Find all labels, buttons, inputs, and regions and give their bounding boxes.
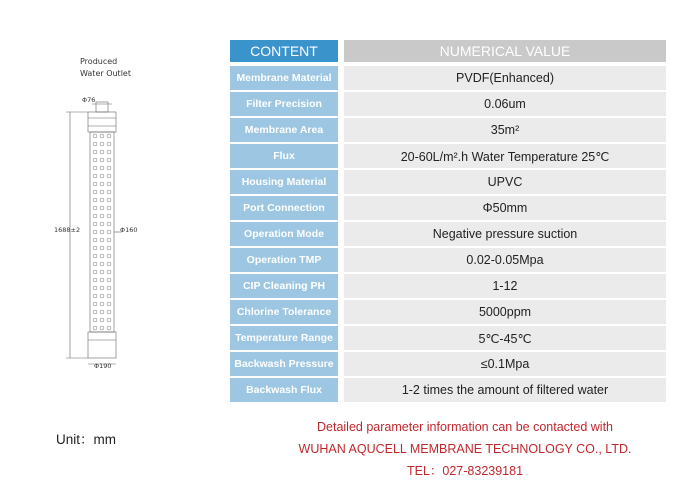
row-value: 0.06um bbox=[344, 92, 666, 116]
row-value: 1-2 times the amount of filtered water bbox=[344, 378, 666, 402]
perforation-hole bbox=[100, 230, 104, 234]
row-label: Temperature Range bbox=[230, 326, 338, 350]
table-row bbox=[230, 222, 666, 246]
perforation-hole bbox=[93, 190, 97, 194]
row-label: CIP Cleaning PH bbox=[230, 274, 338, 298]
header-content: CONTENT bbox=[230, 40, 338, 62]
table-row bbox=[230, 352, 666, 376]
perforation-hole bbox=[107, 174, 111, 178]
perforation-hole bbox=[107, 310, 111, 314]
perforation-hole bbox=[100, 254, 104, 258]
perforation-hole bbox=[107, 158, 111, 162]
perforation-hole bbox=[100, 222, 104, 226]
perforation-hole bbox=[107, 206, 111, 210]
row-label: Chlorine Tolerance bbox=[230, 300, 338, 324]
bottom-diameter-label: Φ190 bbox=[94, 362, 112, 370]
table-row bbox=[230, 326, 666, 350]
perforation-hole bbox=[107, 214, 111, 218]
perforation-hole bbox=[107, 278, 111, 282]
perforation-hole bbox=[100, 174, 104, 178]
table-row bbox=[230, 170, 666, 194]
table-header bbox=[230, 40, 666, 62]
perforation-hole bbox=[107, 302, 111, 306]
perforation-hole bbox=[107, 270, 111, 274]
perforation-hole bbox=[100, 246, 104, 250]
table-row bbox=[230, 144, 666, 168]
table-row bbox=[230, 274, 666, 298]
perforation-hole bbox=[93, 270, 97, 274]
table-row bbox=[230, 300, 666, 324]
row-label: Backwash Flux bbox=[230, 378, 338, 402]
perforation-hole bbox=[107, 246, 111, 250]
membrane-module-drawing bbox=[50, 52, 170, 372]
perforation-hole bbox=[93, 230, 97, 234]
perforation-hole bbox=[93, 278, 97, 282]
row-label: Membrane Material bbox=[230, 66, 338, 90]
row-value: 5℃-45℃ bbox=[344, 326, 666, 350]
table-row bbox=[230, 196, 666, 220]
row-value: Negative pressure suction bbox=[344, 222, 666, 246]
perforation-hole bbox=[107, 190, 111, 194]
perforation-hole bbox=[100, 326, 104, 330]
perforation-hole bbox=[100, 142, 104, 146]
perforation-hole bbox=[93, 198, 97, 202]
row-label: Flux bbox=[230, 144, 338, 168]
row-value: 20-60L/m².h Water Temperature 25℃ bbox=[344, 144, 666, 168]
perforation-hole bbox=[93, 150, 97, 154]
perforation-hole bbox=[100, 278, 104, 282]
table-row bbox=[230, 92, 666, 116]
perforation-hole bbox=[100, 286, 104, 290]
perforation-hole bbox=[100, 206, 104, 210]
perforation-hole bbox=[100, 318, 104, 322]
row-label: Filter Precision bbox=[230, 92, 338, 116]
perforation-hole bbox=[93, 142, 97, 146]
perforation-hole bbox=[107, 166, 111, 170]
row-value: UPVC bbox=[344, 170, 666, 194]
perforation-hole bbox=[93, 134, 97, 138]
perforation-hole bbox=[93, 158, 97, 162]
perforation-hole bbox=[93, 254, 97, 258]
unit-label: Unit：mm bbox=[56, 432, 116, 447]
header-numerical-value: NUMERICAL VALUE bbox=[344, 40, 666, 62]
row-value: 35m² bbox=[344, 118, 666, 142]
row-label: Port Connection bbox=[230, 196, 338, 220]
outlet-caption-line1: Produced bbox=[80, 57, 118, 66]
perforation-hole bbox=[100, 198, 104, 202]
row-label: Housing Material bbox=[230, 170, 338, 194]
perforation-hole bbox=[107, 182, 111, 186]
perforation-hole bbox=[107, 198, 111, 202]
contact-line1: Detailed parameter information can be contacted with bbox=[317, 420, 613, 434]
perforation-hole bbox=[107, 318, 111, 322]
perforation-hole bbox=[93, 318, 97, 322]
perforation-hole bbox=[100, 182, 104, 186]
perforation-hole bbox=[100, 190, 104, 194]
perforation-hole bbox=[100, 294, 104, 298]
perforation-hole bbox=[100, 134, 104, 138]
row-value: PVDF(Enhanced) bbox=[344, 66, 666, 90]
table-row bbox=[230, 118, 666, 142]
outlet-caption-line2: Water Outlet bbox=[80, 69, 131, 78]
row-label: Membrane Area bbox=[230, 118, 338, 142]
perforation-hole bbox=[93, 182, 97, 186]
perforation-hole bbox=[107, 254, 111, 258]
perforation-hole bbox=[93, 302, 97, 306]
perforation-hole bbox=[100, 214, 104, 218]
contact-block bbox=[250, 416, 680, 482]
perforation-hole bbox=[100, 150, 104, 154]
table-row bbox=[230, 378, 666, 402]
row-value: Φ50mm bbox=[344, 196, 666, 220]
row-value: 0.02-0.05Mpa bbox=[344, 248, 666, 272]
perforation-hole bbox=[107, 326, 111, 330]
contact-tel: TEL：027-83239181 bbox=[406, 464, 524, 478]
spec-table bbox=[230, 40, 666, 404]
perforation-hole bbox=[107, 222, 111, 226]
perforation-hole bbox=[93, 294, 97, 298]
perforation-hole bbox=[100, 166, 104, 170]
perforation-hole bbox=[107, 230, 111, 234]
length-label: 1688±2 bbox=[54, 226, 81, 234]
row-value: ≤0.1Mpa bbox=[344, 352, 666, 376]
perforation-hole bbox=[100, 270, 104, 274]
row-value: 1-12 bbox=[344, 274, 666, 298]
contact-company: WUHAN AQUCELL MEMBRANE TECHNOLOGY CO., LTD. bbox=[298, 442, 632, 456]
perforation-hole bbox=[93, 326, 97, 330]
table-row bbox=[230, 66, 666, 90]
perforation-hole bbox=[93, 174, 97, 178]
row-label: Operation TMP bbox=[230, 248, 338, 272]
row-value: 5000ppm bbox=[344, 300, 666, 324]
perforation-hole bbox=[107, 150, 111, 154]
perforation-hole bbox=[100, 302, 104, 306]
perforation-hole bbox=[100, 310, 104, 314]
body-diameter-label: Φ160 bbox=[120, 226, 138, 234]
perforation-hole bbox=[93, 166, 97, 170]
perforation-hole bbox=[93, 246, 97, 250]
top-diameter-label: Φ76 bbox=[82, 96, 96, 104]
perforation-hole bbox=[93, 206, 97, 210]
perforation-hole bbox=[93, 286, 97, 290]
perforation-hole bbox=[100, 262, 104, 266]
module-schematic bbox=[50, 52, 170, 372]
perforation-hole bbox=[107, 294, 111, 298]
perforation-hole bbox=[93, 214, 97, 218]
row-label: Backwash Pressure bbox=[230, 352, 338, 376]
perforation-hole bbox=[107, 262, 111, 266]
perforation-hole bbox=[100, 158, 104, 162]
perforation-hole bbox=[107, 142, 111, 146]
perforation-hole bbox=[93, 238, 97, 242]
perforation-hole bbox=[93, 262, 97, 266]
perforation-hole bbox=[107, 286, 111, 290]
perforation-hole bbox=[107, 134, 111, 138]
perforation-hole bbox=[100, 238, 104, 242]
perforation-hole bbox=[93, 222, 97, 226]
perforation-hole bbox=[93, 310, 97, 314]
table-row bbox=[230, 248, 666, 272]
perforation-hole bbox=[107, 238, 111, 242]
row-label: Operation Mode bbox=[230, 222, 338, 246]
